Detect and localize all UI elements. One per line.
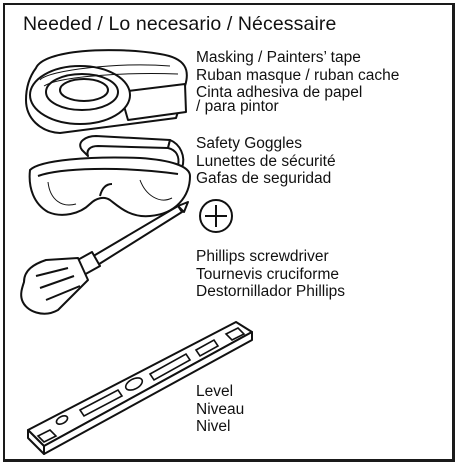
screwdriver-label-en: Phillips screwdriver	[196, 248, 329, 265]
safety-goggles-label-fr: Lunettes de sécurité	[196, 152, 336, 170]
safety-goggles-label-en: Safety Goggles	[196, 135, 302, 152]
masking-tape-label-es-cont: / para pintor	[196, 97, 279, 115]
screwdriver-label	[196, 248, 345, 301]
level-label	[196, 383, 244, 436]
screwdriver-label-es: Destornillador Phillips	[196, 283, 346, 300]
masking-tape-label-fr: Ruban masque / ruban cache	[196, 66, 400, 84]
masking-tape-label-en: Masking / Painters’ tape	[196, 49, 361, 66]
level-label-en: Level	[196, 383, 234, 400]
masking-tape-label-es: Cinta adhesiva de papel	[196, 84, 363, 101]
level-label-fr: Niveau	[196, 400, 245, 418]
screwdriver-label-fr: Tournevis cruciforme	[196, 265, 339, 283]
page-title: Needed / Lo necesario / Nécessaire	[23, 13, 337, 35]
masking-tape-label	[196, 49, 399, 115]
level-label-es: Nivel	[196, 418, 231, 435]
safety-goggles-label	[196, 135, 336, 188]
safety-goggles-label-es: Gafas de seguridad	[196, 170, 332, 187]
